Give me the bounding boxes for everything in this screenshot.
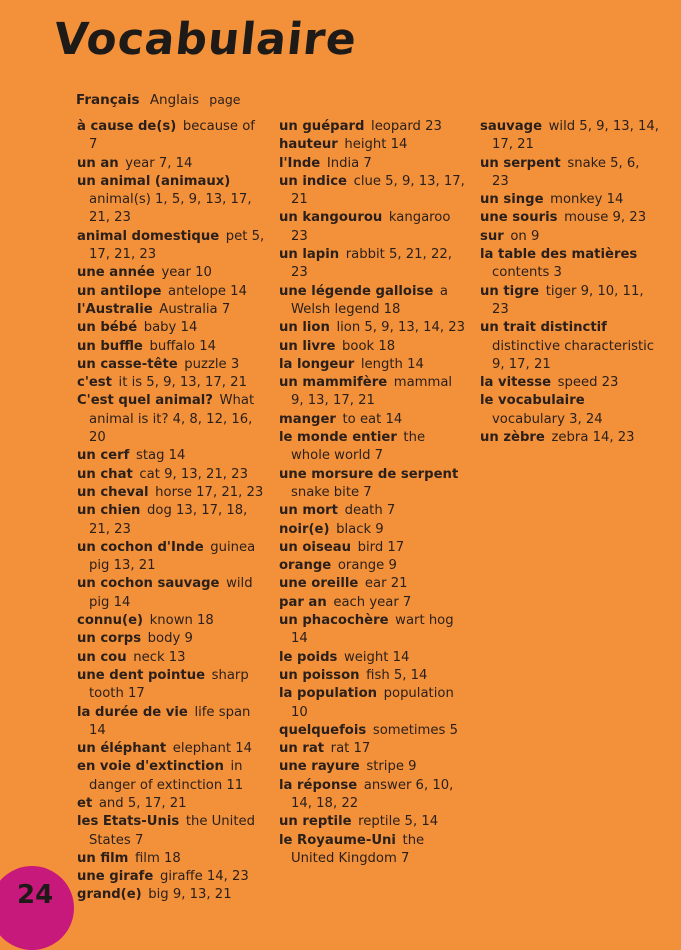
vocab-french-term: l'Australie xyxy=(77,301,153,317)
vocab-entry xyxy=(279,557,467,575)
vocab-english-translation: Australia 7 xyxy=(159,301,231,317)
vocab-french-term: manger xyxy=(279,411,336,427)
vocab-french-term: un livre xyxy=(279,338,336,354)
vocab-entry xyxy=(279,685,467,722)
vocab-entry xyxy=(279,356,467,374)
vocab-entry xyxy=(279,832,467,869)
vocab-french-term: un guépard xyxy=(279,119,365,134)
vocab-french-term: une légende galloise xyxy=(279,283,434,299)
vocab-french-term: une souris xyxy=(480,210,558,226)
vocab-english-translation: sometimes 5 xyxy=(372,722,458,738)
vocab-french-term: le Royaume-Uni xyxy=(279,832,396,848)
vocab-entry xyxy=(77,447,267,465)
vocab-entry xyxy=(77,356,267,374)
vocab-entry xyxy=(77,704,267,741)
vocab-english-translation: year 7, 14 xyxy=(125,155,193,171)
vocab-english-translation: stripe 9 xyxy=(366,759,417,775)
vocab-entry xyxy=(279,722,467,740)
vocab-french-term: un lapin xyxy=(279,247,340,263)
vocab-french-term: un an xyxy=(77,155,119,171)
vocab-entry xyxy=(279,411,467,429)
vocab-entry xyxy=(279,209,467,246)
vocab-french-term: la réponse xyxy=(279,777,358,793)
vocab-english-translation: sharp tooth 17 xyxy=(89,667,249,702)
vocab-english-translation: each year 7 xyxy=(333,594,412,610)
vocab-entry xyxy=(77,886,267,904)
column-legend xyxy=(76,92,241,108)
vocab-entry xyxy=(77,338,267,356)
vocab-french-term: les Etats-Unis xyxy=(77,814,180,830)
vocab-english-translation: snake bite 7 xyxy=(291,484,372,500)
vocab-french-term: un chien xyxy=(77,503,141,519)
vocab-english-translation: guinea pig 13, 21 xyxy=(89,539,256,574)
vocab-entry xyxy=(77,118,267,155)
vocab-entry xyxy=(77,539,267,576)
vocab-french-term: le vocabulaire xyxy=(480,393,585,409)
vocab-entry xyxy=(279,118,467,136)
vocab-french-term: un indice xyxy=(279,173,347,189)
vocab-entry xyxy=(77,667,267,704)
vocab-french-term: une année xyxy=(77,265,155,281)
vocab-english-translation: answer 6, 10, 14, 18, 22 xyxy=(291,777,454,811)
vocab-english-translation: elephant 14 xyxy=(172,741,252,757)
vocab-entry xyxy=(77,228,267,265)
vocab-french-term: noir(e) xyxy=(279,521,330,537)
vocab-english-translation: wild pig 14 xyxy=(89,576,253,610)
vocab-english-translation: clue 5, 9, 13, 17, 21 xyxy=(291,173,465,208)
vocab-english-translation: distinctive characteristic 9, 17, 21 xyxy=(492,338,655,372)
vocab-french-term: un reptile xyxy=(279,814,352,830)
vocab-column-1 xyxy=(77,118,267,905)
vocab-french-term: un rat xyxy=(279,741,325,757)
vocab-french-term: un tigre xyxy=(480,283,540,299)
vocab-french-term: un poisson xyxy=(279,667,360,683)
vocab-entry xyxy=(480,155,660,192)
vocab-entry xyxy=(279,594,467,612)
page-number-badge xyxy=(0,866,74,950)
vocab-english-translation: life span 14 xyxy=(89,704,251,738)
vocab-english-translation: cat 9, 13, 21, 23 xyxy=(139,466,248,482)
vocab-french-term: un film xyxy=(77,850,129,866)
vocab-entry xyxy=(77,264,267,282)
vocab-entry xyxy=(279,777,467,814)
vocab-column-3 xyxy=(480,118,660,447)
vocab-english-translation: a Welsh legend 18 xyxy=(291,283,448,317)
vocab-french-term: un chat xyxy=(77,466,133,482)
vocab-french-term: par an xyxy=(279,594,327,610)
legend-english: Anglais xyxy=(149,92,199,108)
vocab-english-translation: animal(s) 1, 5, 9, 13, 17, 21, 23 xyxy=(89,192,252,226)
vocab-english-translation: zebra 14, 23 xyxy=(551,430,635,446)
vocab-french-term: un éléphant xyxy=(77,741,167,757)
vocab-english-translation: antelope 14 xyxy=(168,283,247,299)
vocab-entry xyxy=(77,283,267,301)
vocab-english-translation: tiger 9, 10, 11, 23 xyxy=(492,283,644,317)
vocab-english-translation: lion 5, 9, 13, 14, 23 xyxy=(336,320,466,336)
vocab-entry xyxy=(77,502,267,539)
vocab-entry xyxy=(480,118,660,155)
vocab-english-translation: black 9 xyxy=(336,521,384,537)
vocab-french-term: connu(e) xyxy=(77,613,144,629)
vocab-entry xyxy=(279,429,467,466)
vocab-english-translation: stag 14 xyxy=(135,448,186,464)
vocab-entry xyxy=(77,868,267,886)
vocab-entry xyxy=(77,392,267,447)
vocab-english-translation: What animal is it? 4, 8, 12, 16, 20 xyxy=(89,393,255,446)
vocab-english-translation: horse 17, 21, 23 xyxy=(155,484,264,500)
vocab-french-term: un bébé xyxy=(77,320,138,336)
vocab-entry xyxy=(279,466,467,503)
vocab-entry xyxy=(480,374,660,392)
vocab-entry xyxy=(279,338,467,356)
vocab-entry xyxy=(480,283,660,320)
vocab-entry xyxy=(279,758,467,776)
vocab-english-translation: to eat 14 xyxy=(342,411,403,427)
vocab-entry xyxy=(279,813,467,831)
vocab-entry xyxy=(77,740,267,758)
vocab-french-term: la longeur xyxy=(279,356,355,372)
vocab-french-term: à cause de(s) xyxy=(77,119,177,134)
vocab-entry xyxy=(77,484,267,502)
vocab-entry xyxy=(77,374,267,392)
vocab-english-translation: it is 5, 9, 13, 17, 21 xyxy=(118,375,247,391)
vocab-entry xyxy=(279,539,467,557)
vocab-entry xyxy=(279,136,467,154)
vocab-entry xyxy=(279,155,467,173)
vocab-english-translation: body 9 xyxy=(147,631,193,647)
vocab-english-translation: bird 17 xyxy=(357,539,405,555)
vocab-entry xyxy=(480,246,660,283)
vocab-english-translation: book 18 xyxy=(342,338,396,354)
vocab-entry xyxy=(279,173,467,210)
vocab-french-term: un zèbre xyxy=(480,430,545,446)
vocab-entry xyxy=(279,575,467,593)
vocab-french-term: orange xyxy=(279,558,332,574)
vocab-french-term: c'est xyxy=(77,375,112,391)
page-number: 24 xyxy=(17,880,54,910)
vocab-english-translation: rabbit 5, 21, 22, 23 xyxy=(291,247,452,281)
vocab-english-translation: and 5, 17, 21 xyxy=(98,795,187,811)
vocab-english-translation: orange 9 xyxy=(337,558,397,574)
vocab-french-term: la vitesse xyxy=(480,375,552,391)
vocab-entry xyxy=(77,630,267,648)
vocab-french-term: quelquefois xyxy=(279,722,367,738)
vocab-english-translation: leopard 23 xyxy=(371,119,442,134)
vocab-entry xyxy=(279,319,467,337)
vocab-entry xyxy=(480,191,660,209)
vocab-entry xyxy=(480,392,660,429)
vocab-entry xyxy=(77,466,267,484)
legend-french: Français xyxy=(76,92,140,108)
vocab-french-term: un lion xyxy=(279,320,330,336)
vocab-english-translation: because of 7 xyxy=(89,119,255,153)
vocab-english-translation: length 14 xyxy=(360,356,424,372)
vocab-english-translation: neck 13 xyxy=(133,649,186,665)
vocab-english-translation: the United States 7 xyxy=(89,814,255,848)
vocab-french-term: un mammifère xyxy=(279,375,388,391)
vocab-english-translation: speed 23 xyxy=(557,375,619,391)
vocab-english-translation: puzzle 3 xyxy=(184,356,240,372)
vocab-entry xyxy=(279,649,467,667)
vocab-entry xyxy=(279,667,467,685)
vocab-entry xyxy=(480,429,660,447)
vocab-entry xyxy=(77,758,267,795)
vocab-english-translation: film 18 xyxy=(135,850,181,866)
vocab-french-term: sauvage xyxy=(480,119,543,134)
vocab-french-term: hauteur xyxy=(279,137,338,153)
vocab-french-term: un oiseau xyxy=(279,539,352,555)
vocab-english-translation: in danger of extinction 11 xyxy=(89,759,244,793)
vocab-french-term: en voie d'extinction xyxy=(77,759,224,775)
vocab-english-translation: pet 5, 17, 21, 23 xyxy=(89,228,265,263)
vocab-french-term: un cerf xyxy=(77,448,130,464)
vocab-entry xyxy=(77,612,267,630)
vocab-entry xyxy=(77,319,267,337)
vocab-english-translation: snake 5, 6, 23 xyxy=(492,155,640,189)
vocab-french-term: un trait distinctif xyxy=(480,320,607,336)
vocab-entry xyxy=(279,283,467,320)
vocab-french-term: l'Inde xyxy=(279,155,321,171)
vocab-english-translation: reptile 5, 14 xyxy=(358,814,439,830)
vocab-french-term: la durée de vie xyxy=(77,704,188,720)
vocab-english-translation: wild 5, 9, 13, 14, 17, 21 xyxy=(492,119,659,153)
vocab-french-term: un kangourou xyxy=(279,210,383,226)
vocab-french-term: un cheval xyxy=(77,484,149,500)
vocab-french-term: un corps xyxy=(77,631,142,647)
vocab-entry xyxy=(77,795,267,813)
vocab-french-term: le monde entier xyxy=(279,430,397,446)
legend-page: page xyxy=(209,92,241,107)
vocab-english-translation: monkey 14 xyxy=(550,192,624,208)
vocab-english-translation: the whole world 7 xyxy=(291,430,426,464)
vocab-french-term: un cou xyxy=(77,649,127,665)
vocab-french-term: un buffle xyxy=(77,338,143,354)
vocab-entry xyxy=(77,850,267,868)
vocab-entry xyxy=(77,173,267,228)
vocab-english-translation: death 7 xyxy=(344,503,396,519)
vocab-entry xyxy=(279,502,467,520)
vocab-french-term: le poids xyxy=(279,649,338,665)
vocab-english-translation: known 18 xyxy=(149,613,214,629)
vocab-french-term: une girafe xyxy=(77,869,154,885)
vocab-entry xyxy=(77,649,267,667)
vocab-english-translation: year 10 xyxy=(161,265,212,281)
vocab-french-term: animal domestique xyxy=(77,228,220,244)
vocab-english-translation: height 14 xyxy=(344,137,408,153)
vocab-entry xyxy=(279,374,467,411)
vocab-french-term: un singe xyxy=(480,192,544,208)
vocab-french-term: un animal (animaux) xyxy=(77,173,231,189)
vocab-french-term: sur xyxy=(480,228,504,244)
vocab-french-term: un phacochère xyxy=(279,613,389,629)
vocab-english-translation: rat 17 xyxy=(330,741,371,757)
vocab-english-translation: mouse 9, 23 xyxy=(564,210,647,226)
page-title: Vocabulaire xyxy=(51,14,360,65)
vocab-french-term: une oreille xyxy=(279,576,359,592)
vocab-english-translation: India 7 xyxy=(326,155,372,171)
vocab-english-translation: vocabulary 3, 24 xyxy=(492,411,603,427)
vocab-entry xyxy=(77,301,267,319)
vocab-entry xyxy=(77,155,267,173)
vocab-entry xyxy=(279,246,467,283)
vocab-french-term: un cochon sauvage xyxy=(77,576,220,592)
vocab-entry xyxy=(279,521,467,539)
vocab-french-term: et xyxy=(77,795,93,811)
vocab-french-term: la table des matières xyxy=(480,247,638,263)
vocab-french-term: grand(e) xyxy=(77,887,142,903)
vocab-english-translation: baby 14 xyxy=(143,320,198,336)
vocab-entry xyxy=(77,575,267,612)
vocab-column-2 xyxy=(279,118,467,868)
vocab-english-translation: wart hog 14 xyxy=(291,613,454,647)
vocab-english-translation: on 9 xyxy=(510,228,540,244)
vocab-english-translation: big 9, 13, 21 xyxy=(148,887,232,903)
vocab-french-term: C'est quel animal? xyxy=(77,393,213,409)
vocab-entry xyxy=(480,319,660,374)
vocab-english-translation: population 10 xyxy=(291,686,454,720)
vocab-entry xyxy=(77,813,267,850)
vocab-english-translation: the United Kingdom 7 xyxy=(291,832,425,866)
vocab-french-term: une rayure xyxy=(279,759,360,775)
vocab-french-term: un mort xyxy=(279,503,338,519)
vocab-english-translation: weight 14 xyxy=(343,649,410,665)
vocab-english-translation: dog 13, 17, 18, 21, 23 xyxy=(89,503,248,537)
vocab-english-translation: mammal 9, 13, 17, 21 xyxy=(291,375,453,409)
vocab-french-term: une dent pointue xyxy=(77,667,206,683)
vocab-french-term: une morsure de serpent xyxy=(279,466,459,482)
vocab-entry xyxy=(279,612,467,649)
vocab-french-term: un serpent xyxy=(480,155,561,171)
vocab-french-term: un casse-tête xyxy=(77,356,178,372)
vocab-french-term: un cochon d'Inde xyxy=(77,539,204,555)
vocab-entry xyxy=(279,740,467,758)
vocab-french-term: un antilope xyxy=(77,283,162,299)
vocab-french-term: la population xyxy=(279,686,378,702)
vocab-english-translation: fish 5, 14 xyxy=(366,667,428,683)
vocab-entry xyxy=(480,209,660,227)
vocab-english-translation: ear 21 xyxy=(364,576,408,592)
vocab-english-translation: giraffe 14, 23 xyxy=(159,869,249,885)
vocab-entry xyxy=(480,228,660,246)
vocab-english-translation: kangaroo 23 xyxy=(291,210,451,244)
vocab-english-translation: buffalo 14 xyxy=(149,338,217,354)
vocab-english-translation: contents 3 xyxy=(492,265,562,281)
